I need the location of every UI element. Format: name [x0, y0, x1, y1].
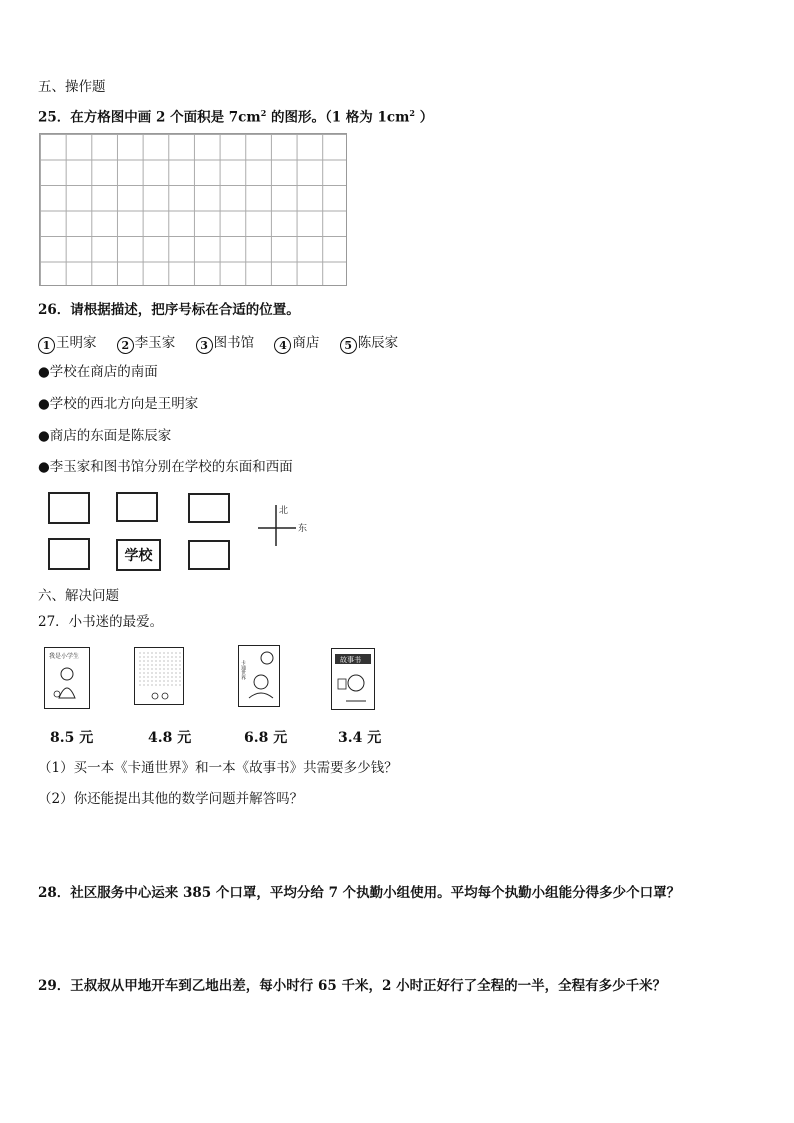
circled-number: 5 — [340, 337, 357, 354]
book-4-cover-title: 故事书 — [340, 656, 361, 664]
q27-sub-question-1: （1）买一本《卡通世界》和一本《故事书》共需要多少钱？ — [38, 760, 398, 776]
book-1-cover-title: 我是小学生 — [49, 653, 80, 660]
map-box-top-middle[interactable] — [116, 492, 158, 522]
compass-north-label: 北 — [279, 506, 289, 516]
book-illustration-3 — [239, 646, 279, 706]
book-illustration-4 — [332, 649, 374, 709]
price-book-2: 4.8 元 — [148, 730, 192, 746]
circled-number: 4 — [274, 337, 291, 354]
map-box-top-left[interactable] — [48, 492, 90, 524]
q25-text-a: 在方格图中画 2 个面积是 7cm — [70, 109, 261, 126]
clue-3: ●商店的东面是陈辰家 — [38, 428, 172, 444]
option-label: 陈辰家 — [357, 335, 399, 351]
circled-number: 2 — [117, 337, 134, 354]
book-3-cover-title: 卡通世界 — [240, 660, 246, 680]
book-illustration-2 — [135, 648, 183, 704]
price-book-1: 8.5 元 — [50, 730, 94, 746]
book-illustration-1 — [45, 648, 89, 708]
q25-text-b: 的图形。（1 格为 1cm — [266, 109, 410, 126]
q25-sup-2: 2 — [409, 108, 415, 118]
square-grid[interactable] — [39, 133, 347, 286]
compass-east-label: 东 — [298, 524, 308, 534]
clue-4: ●李玉家和图书馆分别在学校的东面和西面 — [38, 459, 293, 475]
price-book-3: 6.8 元 — [244, 730, 288, 746]
clue-1: ●学校在商店的南面 — [38, 364, 158, 380]
map-box-school: 学校 — [116, 539, 161, 571]
circled-number: 3 — [196, 337, 213, 354]
option-label: 王明家 — [56, 335, 97, 351]
option-5 — [340, 335, 399, 351]
map-box-bottom-left[interactable] — [48, 538, 90, 570]
section-6-heading: 六、解决问题 — [38, 588, 119, 604]
q25-sup-1: 2 — [260, 108, 267, 118]
question-26: 26．请根据描述，把序号标在合适的位置。 — [38, 302, 300, 318]
compass-icon — [258, 500, 308, 550]
book-cover-4 — [331, 648, 375, 710]
option-1 — [38, 335, 97, 351]
book-cover-1 — [44, 647, 90, 709]
question-29: 29．王叔叔从甲地开车到乙地出差，每小时行 65 千米，2 小时正好行了全程的一半，全程有多少千米？ — [38, 978, 667, 994]
q27-sub-question-2: （2）你还能提出其他的数学问题并解答吗？ — [38, 791, 304, 807]
option-4 — [274, 335, 319, 351]
book-cover-2 — [134, 647, 184, 705]
book-cover-3 — [238, 645, 280, 707]
clue-2: ●学校的西北方向是王明家 — [38, 396, 199, 412]
option-3 — [196, 335, 255, 351]
q26-options — [38, 331, 414, 354]
option-2 — [117, 335, 176, 351]
q25-number: 25． — [38, 109, 71, 126]
q25-text-c: ） — [415, 109, 434, 126]
question-27: 27．小书迷的最爱。 — [38, 614, 164, 630]
option-label: 李玉家 — [134, 335, 176, 351]
price-book-4: 3.4 元 — [338, 730, 382, 746]
option-label: 图书馆 — [213, 335, 255, 351]
option-label: 商店 — [292, 335, 320, 351]
section-5-heading: 五、操作题 — [38, 79, 106, 95]
question-28: 28．社区服务中心运来 385 个口罩，平均分给 7 个执勤小组使用。平均每个执勤小组能分得多少个口罩？ — [38, 885, 681, 901]
question-25 — [38, 104, 433, 127]
map-box-top-right[interactable] — [188, 493, 230, 523]
circled-number: 1 — [38, 337, 55, 354]
map-box-bottom-right[interactable] — [188, 540, 230, 570]
